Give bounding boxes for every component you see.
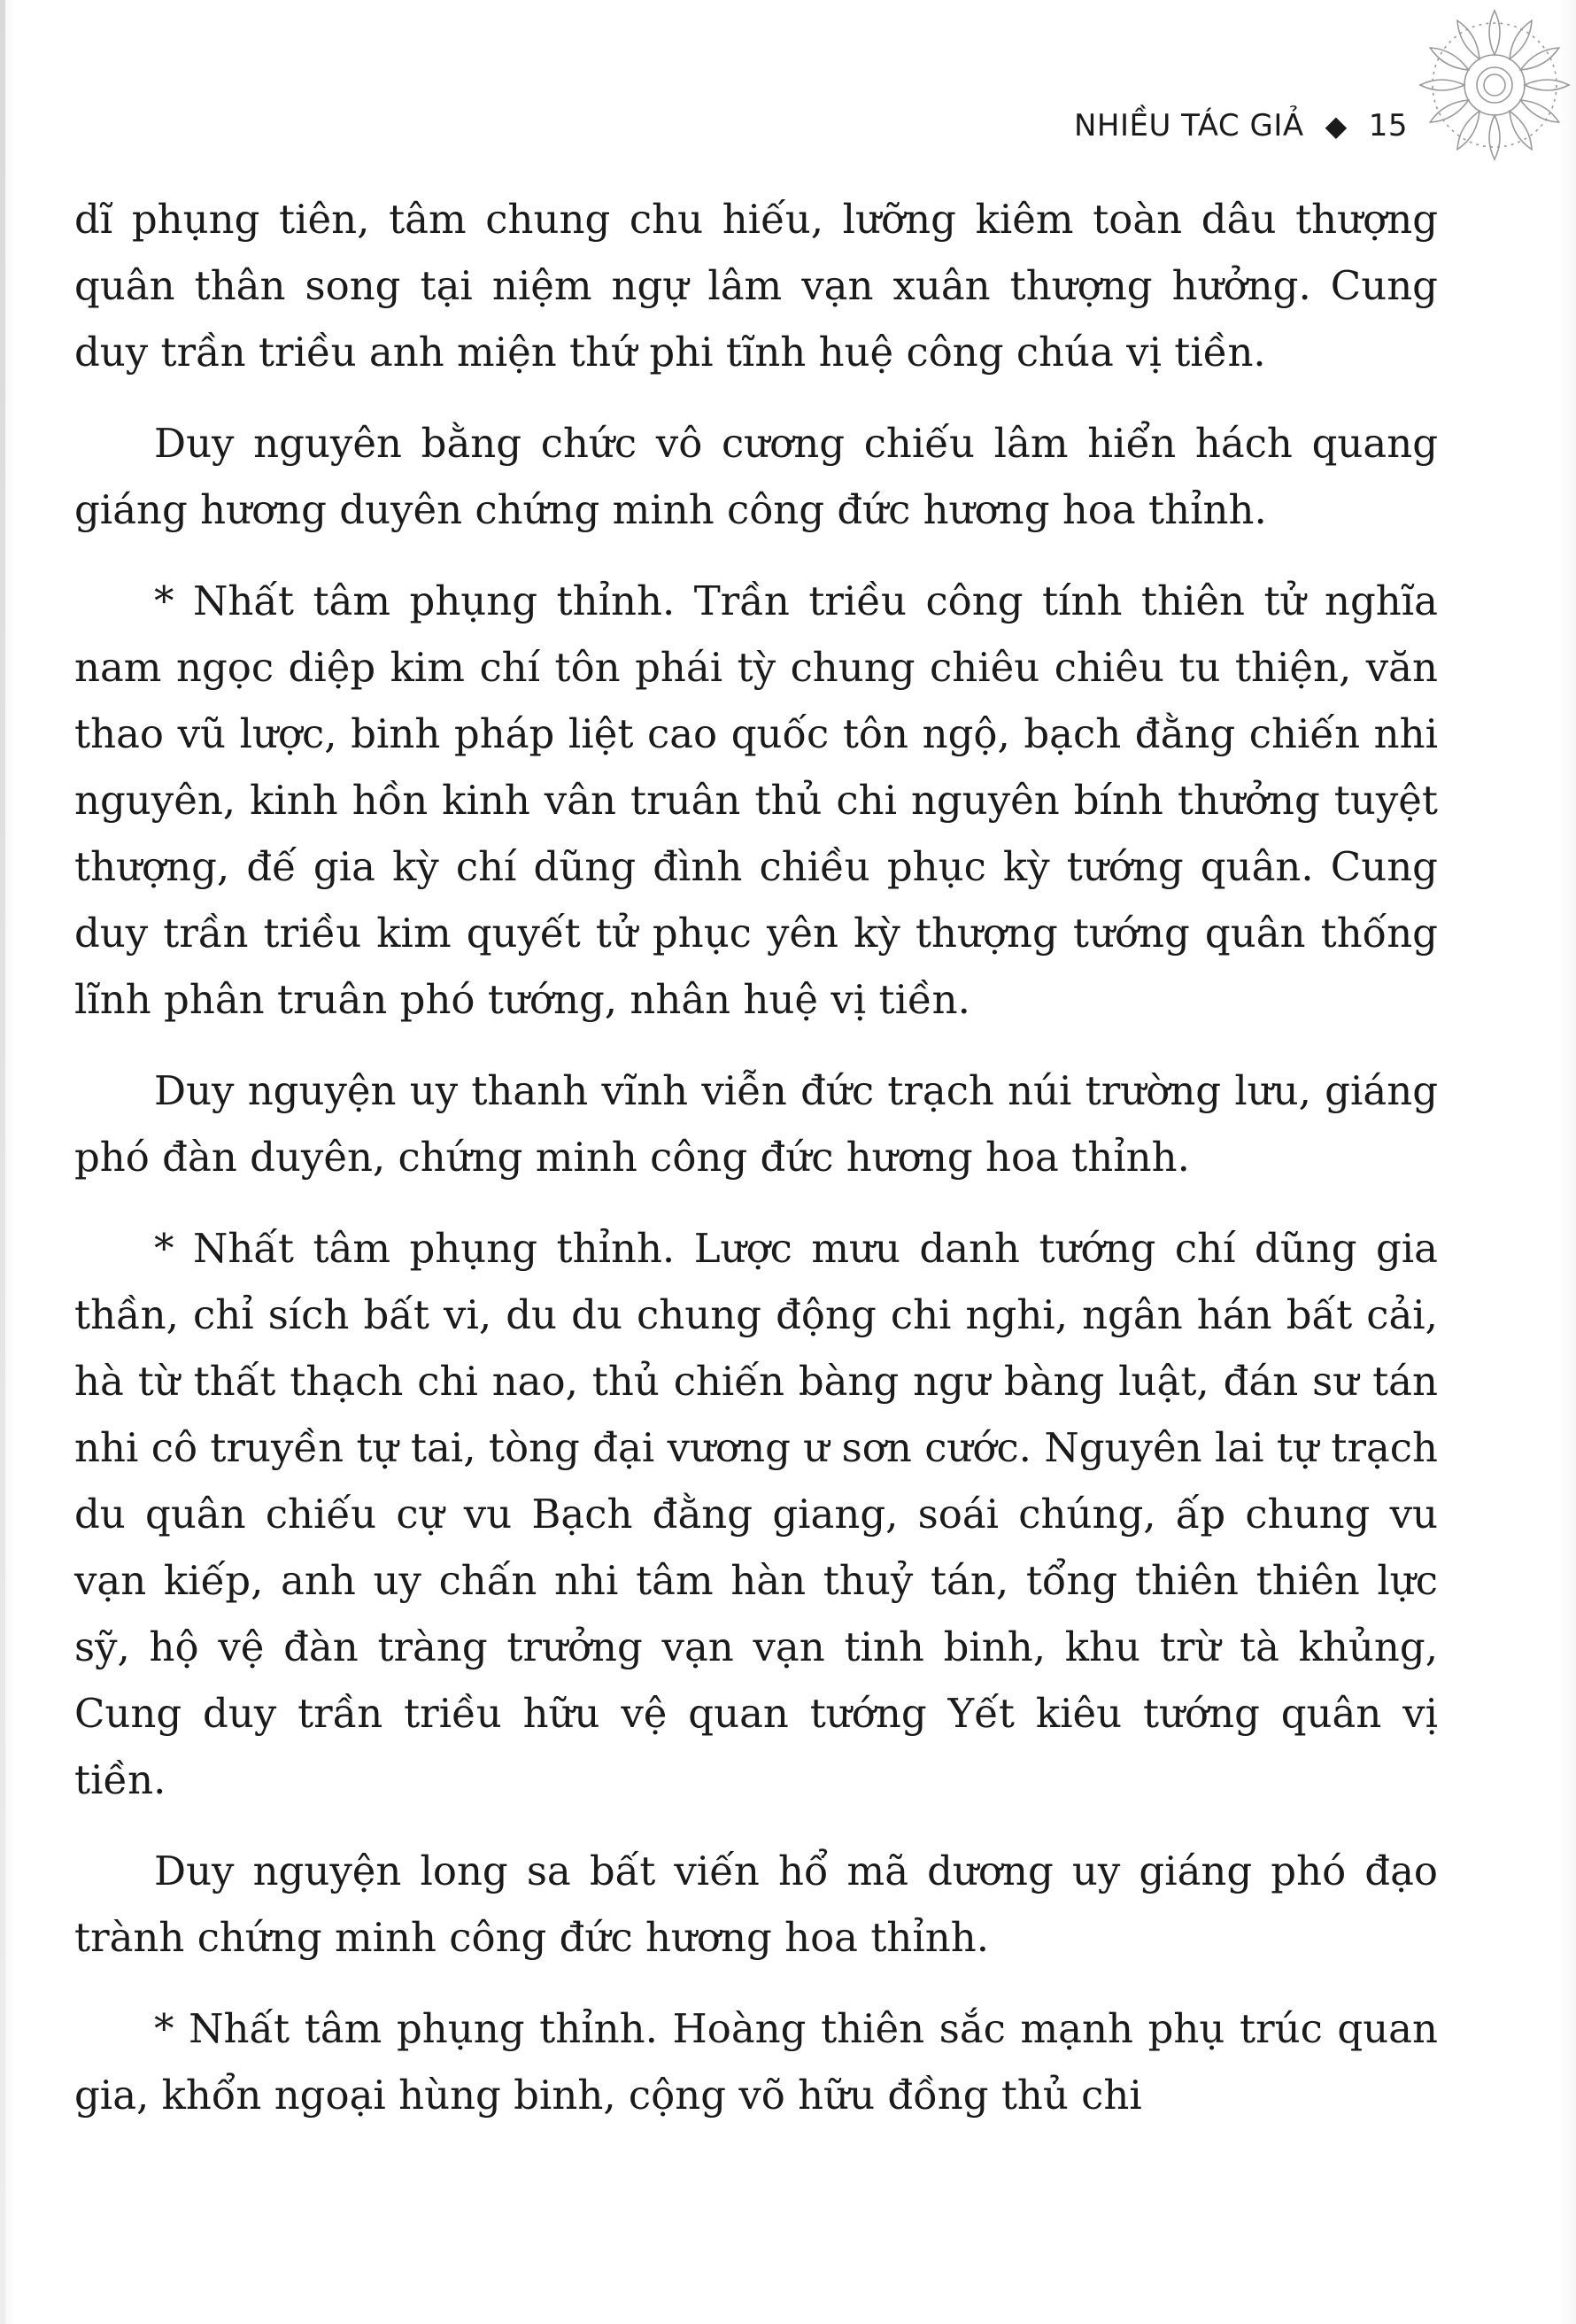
page-body — [74, 186, 1438, 2128]
paragraph: Duy nguyện uy thanh vĩnh viễn đức trạch núi trường lưu, giáng phó đàn duyên, chứng minh công đức hương hoa thỉnh. — [74, 1067, 1438, 1181]
running-header — [1074, 108, 1408, 143]
paragraph-continuation: dĩ phụng tiên, tâm chung chu hiếu, lưỡng kiêm toàn dâu thượng quân thân song tại niệm ngự lâm vạn xuân thượng hưởng. Cung duy trần triều anh miện thứ phi tĩnh huệ công chúa vị tiền. — [74, 196, 1438, 376]
page-number: 15 — [1368, 108, 1408, 143]
lotus-mandala-icon — [1406, 5, 1574, 174]
paragraph: * Nhất tâm phụng thỉnh. Trần triều công tính thiên tử nghĩa nam ngọc diệp kim chí tôn phái tỳ chung chiêu chiêu tu thiện, văn thao vũ lược, binh pháp liệt cao quốc tôn ngộ, bạch đằng chiến nhi nguyên, kinh hồn kinh vân truân thủ chi nguyên bính thưởng tuyệt thượng, đế gia kỳ chí dũng đình chiều phục kỳ tướng quân. Cung duy trần triều kim quyết tử phục yên kỳ thượng tướng quân thống lĩnh phân truân phó tướng, nhân huệ vị tiền. — [74, 577, 1438, 1023]
paragraph: Duy nguyên bằng chức vô cương chiếu lâm hiển hách quang giáng hương duyên chứng minh công đức hương hoa thỉnh. — [74, 420, 1438, 533]
paragraph: * Nhất tâm phụng thỉnh. Hoàng thiên sắc mạnh phụ trúc quan gia, khổn ngoại hùng binh, cộng võ hữu đồng thủ chi — [74, 2005, 1438, 2119]
page-gutter-shadow — [0, 0, 5, 2324]
paragraph: Duy nguyện long sa bất viến hổ mã dương uy giáng phó đạo trành chứng minh công đức hương hoa thỉnh. — [74, 1848, 1438, 1961]
paragraph: * Nhất tâm phụng thỉnh. Lược mưu danh tướng chí dũng gia thần, chỉ sích bất vi, du du chung động chi nghi, ngân hán bất cải, hà từ thất thạch chi nao, thủ chiến bàng ngư bàng luật, đán sư tán nhi cô truyền tự tai, tòng đại vương ư sơn cước. Nguyên lai tự trạch du quân chiếu cự vu Bạch đằng giang, soái chúng, ấp chung vu vạn kiếp, anh uy chấn nhi tâm hàn thuỷ tán, tổng thiên thiên lực sỹ, hộ vệ đàn tràng trưởng vạn vạn tinh binh, khu trừ tà khủng, Cung duy trần triều hữu vệ quan tướng Yết kiêu tướng quân vị tiền. — [74, 1225, 1438, 1803]
running-title: NHIỀU TÁC GIẢ — [1073, 108, 1304, 143]
diamond-separator-icon: ◆ — [1325, 109, 1348, 143]
